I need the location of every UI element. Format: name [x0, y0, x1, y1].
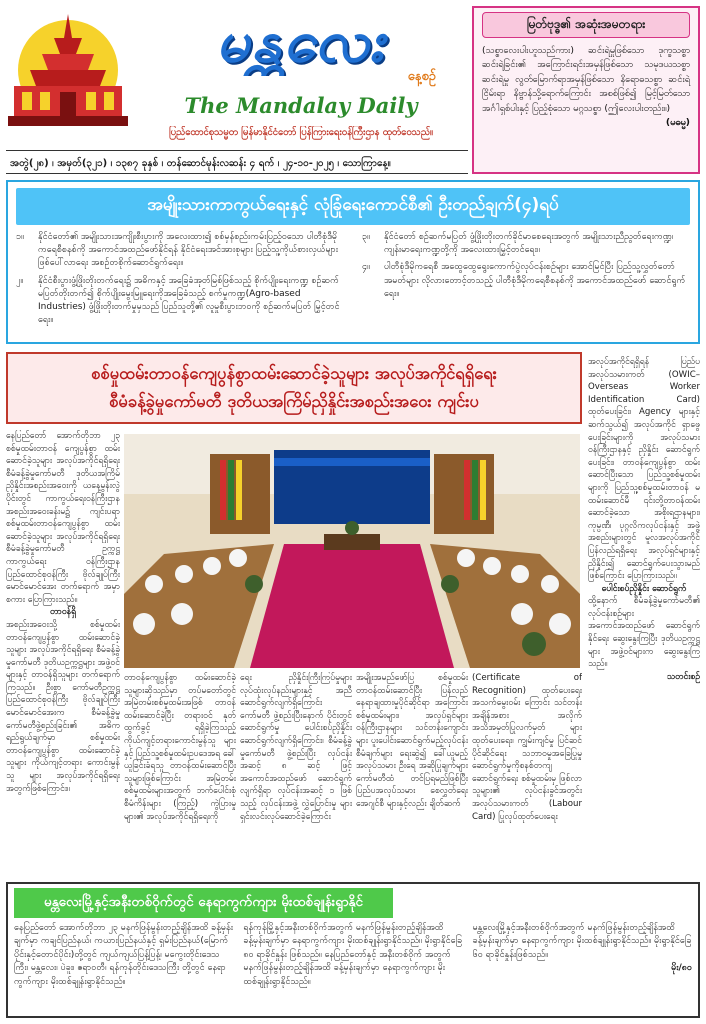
story-paragraph: ထို့နောက် စီမံခန့်ခွဲမှုကော်မတီ၏ လုပ်ငန်းစဉ်များ အကောင်အထည်ဖော် ဆောင်ရွက်နိုင်ရေး ဆွေးနွေးကြပြီး ဒုတိယဥက္ကဋ္ဌများ အဖွဲ့ဝင်များက ဆွေးနွေးကြသည်။	[588, 596, 700, 670]
meeting-photo	[124, 434, 580, 668]
story-byline: သတင်းစဉ်	[666, 671, 700, 682]
objective-item	[16, 275, 344, 328]
teachings-text: (သစ္စာလေးပါးဟူသည်ကား) ဆင်းရဲမှုဖြစ်သော ဒုက္ခသစ္စာ ဆင်းရဲခြင်း၏ အကြောင်းရင်းအမှန်ဖြစ်သော သမုဒယသစ္စာ ဆင်းရဲမှု လွတ်မြောက်ရာအမှန်ဖြစ်သော နိရောဓသစ္စာ ဆင်းရဲငြိမ်းရာ နိဗ္ဗာန်သို့ရောက်ကြောင်း အစစ်ဖြစ်၍ မြင့်မြတ်သော အင်္ဂါရှစ်ပါးနှင့် ပြည့်စုံသော မဂ္ဂသစ္စာ (ဤလေးပါးတည်း။)	[482, 45, 690, 114]
main-headline	[6, 352, 582, 424]
story-column-5	[472, 672, 582, 872]
weather-paragraph: မန္တလေးမြို့နှင့်အနီးတစ်ဝိုက်အတွက် မနက်ဖြန်မွန်းတည့်ချိန်အထိ ခန့်မှန်းချက်မှာ နေရာကွက်ကျား မိုးထစ်ချုန်းရွာနိုင်သည်။ မိုးရွာနိုင်ခြေ ၆၀ ရာခိုင်နှုန်းဖြစ်သည်။	[472, 923, 692, 960]
weather-box	[6, 882, 700, 1018]
objective-number: ၂။	[16, 275, 24, 286]
objective-text: ပါတီစုံဒီမိုကရေစီ အထွေထွေရွေးကောက်ပွဲလုပ်ငန်းစဉ်များ အောင်မြင်ပြီး ပြည်သူ့လွှတ်တော်အမတ်များ လိုလားတောင့်တသည့် ပါတီစုံဒီမိုကရေစီစနစ်ကို အကောင်အထည်ဖော် ဆောင်ရွက်ရေး။	[384, 262, 686, 299]
masthead-english-title: The Mandalay Daily	[184, 93, 418, 118]
weather-heading: မန္တလေးမြို့နှင့်အနီးတစ်ဝိုက်တွင် နေရာကွက်ကျား မိုးထစ်ချုန်းရွာနိုင်	[14, 888, 393, 918]
story-subheading: ပေါင်းစပ်ညှိနှိုင်း ဆောင်ရွက်	[601, 583, 687, 594]
headline-line-2: စီမံခန့်ခွဲမှုကော်မတီ ဒုတိယအကြိမ်ညှိနှိုင်းအစည်းအဝေး ကျင်းပ	[109, 392, 479, 411]
objective-number: ၁။	[16, 232, 24, 242]
objective-number: ၄။	[362, 262, 370, 273]
story-paragraph: အစည်းအဝေးသို့ စစ်မှုထမ်းတာဝန်ကျေပွန်စွာ ထမ်းဆောင်ခဲ့သူများ အလုပ်အကိုင်ရရှိရေး စီမံခန့်ခွဲမှုကော်မတီ ဒုတိယဥက္ကဋ္ဌများ အဖွဲ့ဝင်များနှင့် တာဝန်ရှိသူများ တက်ရောက်ကြသည်။ ဦးစွာ ကော်မတီဥက္ကဋ္ဌ ပြည်ထောင်စုဝန်ကြီး ဗိုလ်ချုပ်ကြီး မောင်မောင်အေးက စီမံခန့်ခွဲမှု ကော်မတီဖွဲ့စည်းခြင်း၏ အဓိကရည်ရွယ်ချက်မှာ စစ်မှုထမ်းတာဝန်ကျေပွန်စွာ ထမ်းဆောင်ခဲ့သူများ ကိုယ်ကျင့်တရား ကောင်းမွန်သူ များ အလုပ်အကိုင်ရရှိရေး အတွက်ဖြစ်ကြောင်း။	[6, 619, 120, 794]
weather-column-3	[473, 922, 692, 989]
objective-item	[362, 231, 690, 257]
weather-byline: မိုး/၈၀	[671, 963, 692, 974]
story-paragraph: အလုပ်အကိုင်ရရှိရန် ပြည်ပ အလုပ်သမားကတ် (OWIC–Overseas Worker Identification Card) ထုတ်ပေးခြင်း၊ Agency များနှင့် ဆက်သွယ်၍ အလုပ်အကိုင် ရှာဖွေပေးခြင်းများကို အလုပ်သမား ဝန်ကြီးဌာနနှင့် ညှိနှိုင်း ဆောင်ရွက်ပေးခြင်း၊ တာဝန်ကျေပွန်စွာ ထမ်းဆောင်ပြီးသော ပြည်သူ့စစ်မှုထမ်းများကို ပြည်သူ့စစ်မှုထမ်းတာဝန် မထမ်းဆောင်မီ ၎င်းတို့တာဝန်ထမ်းဆောင်ခဲ့သော အစိုးရဌာနများ၊ ကုမ္ပဏီ၊ ပုဂ္ဂလိကလုပ်ငန်းနှင့် အဖွဲ့အစည်းများတွင် မူလအလုပ်အကိုင် ပြန်လည်ရရှိရေး အလုပ်ရှင်များနှင့် ညှိနှိုင်း၍ ဆောင်ရွက်ပေးသွားမည်ဖြစ်ကြောင်း ပြောကြားသည်။	[588, 357, 700, 582]
story-paragraph: အမျိုးအမည်ဖော်ပြ စစ်မှုထမ်း တာဝန်ထမ်းဆောင်ပြီး ပြန်လည် နေရာချထားမှုပိုင်ဆိုင်ရာ အကြောင်း စစ်မှုထမ်းများ၊ အလုပ်ရှင်များ ဝန်ကြီးဌာနများ သင်တန်းကျောင်းများ ပူးပေါင်းဆောင်ရွက်မည့်လုပ်ငန်း စီမံချက်များ ရေးဆွဲ၍ ခေါ်ယူမည့် အလုပ်သမား ဦးရေ အဆိုပြုချက်များ ကော်မတီထံ တင်ပြရမည်ဖြစ်ပြီး ပြည်ပအလုပ်သမား စေလွှတ်ရေး အေဂျင်စီ များနှင့်လည်း ချိတ်ဆက်	[356, 673, 468, 809]
story-column-4	[356, 672, 468, 872]
objective-number: ၃။	[362, 232, 370, 242]
headline-line-1: စစ်မှုထမ်းတာဝန်ကျေပွန်စွာထမ်းဆောင်ခဲ့သူများ အလုပ်အကိုင်ရရှိရေး	[91, 364, 497, 383]
story-paragraph: ရေး ညှိနှိုင်းကြီးကြပ်မှုများ လုပ်ထုံးလုပ်နည်းများနှင့် အညီ ဆောင်ရွက်လျက်ရှိကြောင်း ကော်မတီ ဖွဲ့စည်းပြီးနောက် ပိုင်းတွင် ဆောင်ရွက်မှု ပေါင်းစပ်ညှိနှိုင်း ဆောင်ရွက်လျက်ရှိကြောင်း၊ စီမံခန့်ခွဲမှုကော်မတီ ဖွဲ့စည်းပြီး လုပ်ငန်းအဆင့် ၈ ဆင့် ဖြင့် အကောင်အထည်ဖော် ဆောင်ရွက်လျက်ရှိရာ လုပ်ငန်းအဆင့် ၁ ဖြစ်သည့် လုပ်ငန်းအဖွဲ့ လွှဲပြောင်းမှု များ ရှင်းလင်းလုပ်ဆောင်ခဲ့ကြောင်း	[240, 673, 352, 822]
story-column-2	[124, 672, 236, 872]
objective-text: နိုင်ငံစီးပွားဖွံ့ဖြိုးတိုးတက်ရေး၌ အဓိကနှင့် အခြေခံအုတ်မြစ်ဖြစ်သည့် စိုက်ပျိုးရေးကဏ္ဍ စဉ်ဆက်မပြတ်တိုးတက်၍ စိုက်ပျိုးမွေးမြူရေးကိုအခြေခံသည့် စက်မှုကဏ္ဍ(Agro-based Industries) ဖွံ့ဖြိုးတိုးတက်မှုမှသည် ပြည်သူတို့၏ လူမှုစီးပွားဘဝကို စဉ်ဆက်မပြတ် မြှင့်တင်ရေး။	[38, 275, 340, 326]
weather-column-2: ရန်ကုန်မြို့နှင့်အနီးတစ်ဝိုက်အတွက် မနက်ဖြန်မွန်းတည့်ချိန်အထိ ခန့်မှန်းချက်မှာ နေရာကွက်ကျား မိုးထစ်ချုန်းရွာနိုင်သည်။ မိုးရွာနိုင်ခြေ ၈၀ ရာခိုင်နှုန်း ဖြစ်သည်။ နေပြည်တော်နှင့် အနီးတစ်ဝိုက် အတွက် မနက်ဖြန်မွန်းတည့်ချိန်အထိ ခန့်မှန်းချက်မှာ နေရာကွက်ကျား မိုးထစ်ချုန်းရွာနိုင်သည်။	[243, 923, 463, 987]
objective-item	[16, 231, 344, 271]
weather-column-1: နေပြည်တော် အောက်တိုဘာ ၂၃ မနက်ဖြန်မွန်းတည့်ချိန်အထိ ခန့်မှန်းချက်မှာ ကချင်ပြည်နယ်၊ ကယားပြည်နယ်နှင့် ရှမ်းပြည်နယ်(မြောက်ပိုင်းနှင့်တောင်ပိုင်း)တို့တွင် ကျယ်ကျယ်ပြန့်ပြန့်၊ မကွေးတိုင်းဒေသကြီး၊ မန္တလေး၊ ပဲခူး၊ ဧရာဝတီ၊ ရန်ကုန်တိုင်းဒေသကြီး တို့တွင် နေရာကွက်ကျား မိုးထစ်ချုန်းရွာနိုင်သည်။	[14, 923, 233, 987]
dateline: အတွဲ(၂၈) ၊ အမှတ်(၃၂၁) ၊ ၁၃၈၇ ခုနှစ် ၊ တန်ဆောင်မုန်းလဆန်း ၄ ရက် ၊ ၂၄-၁၀-၂၀၂၅ ၊ သောကြာနေ့။	[6, 150, 468, 174]
defence-objectives-heading: အမျိုးသားကာကွယ်ရေးနှင့် လုံခြုံရေးကောင်စီ၏ ဦးတည်ချက်(၄)ရပ်	[16, 188, 690, 225]
newspaper-logo	[6, 8, 130, 144]
meeting-room-illustration	[124, 434, 580, 668]
teachings-source: (မဓမ္မ)	[665, 117, 690, 129]
defence-objectives-box	[6, 180, 700, 344]
objective-text: နိုင်ငံတော်၏ အမျိုးသားအကျိုးစီးပွားကို အလေးထား၍ စစ်မှန်စည်းကမ်းပြည့်ဝသော ပါတီစုံဒီမိုကရေစီစနစ်ကို အကောင်အထည်ဖော်နိုင်ရန် နိုင်ငံရေးအင်အားစုများ ပြည့်သူ့ကိုယ်စားလှယ်များဖြစ်ပေါ်လာရေး အစဉ်တစိုက်ဆောင်ရွက်ရေး။	[38, 232, 339, 269]
pagoda-emblem-icon	[6, 8, 130, 144]
objectives-column-right	[362, 231, 690, 331]
masthead-motto: ပြည်ထောင်စုသမ္မတ မြန်မာနိုင်ငံတော် ပြန်ကြားရေးဝန်ကြီးဌာန ထုတ်ဝေသည်။	[169, 127, 433, 138]
story-paragraph: နေပြည်တော် အောက်တိုဘာ ၂၃ စစ်မှုထမ်းတာဝန် ကျေပွန်စွာ ထမ်းဆောင်ခဲ့သူများ အလုပ်အကိုင်ရရှိရေး စီမံခန့်ခွဲမှုကော်မတီ ဒုတိယအကြိမ် ညှိနှိုင်းအစည်းအဝေးကို ယနေ့မွန်းလွဲပိုင်းတွင် ကာကွယ်ရေးဝန်ကြီးဌာန အစည်းအဝေးခန်းမ၌ ကျင်းပရာ စစ်မှုထမ်းတာဝန်ကျေပွန်စွာ ထမ်းဆောင်ခဲ့သူများ အလုပ်အကိုင်ရရှိရေး စီမံခန့်ခွဲမှုကော်မတီ ဥက္ကဋ္ဌ ကာကွယ်ရေး ဝန်ကြီးဌာန ပြည်ထောင်စုဝန်ကြီး ဗိုလ်ချုပ်ကြီး မောင်မောင်အေး တက်ရောက် အမှာစကား ပြောကြားသည်။	[6, 431, 120, 605]
objective-text: နိုင်ငံတော် စဉ်ဆက်မပြတ် ဖွံ့ဖြိုးတိုးတက်ခိုင်မာစေရေးအတွက် အမျိုးသားညီညွတ်ရေးကဏ္ဍ၊ ကျန်းမာရေးကဏ္ဍတို့ကို အလေးထားမြှင့်တင်ရေး။	[384, 232, 674, 256]
story-column-1	[6, 430, 120, 872]
objective-item	[362, 261, 690, 301]
story-subheading: တာဝန်ရှိ	[49, 607, 77, 618]
story-column-6	[588, 356, 700, 872]
teachings-title: မြတ်ဗုဒ္ဓ၏ အဆုံးအမတရား	[482, 12, 690, 38]
story-column-3	[240, 672, 352, 872]
objectives-column-left	[16, 231, 344, 331]
teachings-box	[472, 6, 700, 174]
masthead-suffix: နေ့စဉ်	[407, 69, 436, 84]
masthead	[140, 6, 462, 146]
masthead-title: မန္တလေး	[216, 7, 386, 75]
story-paragraph: တာဝန်ကျေပွန်စွာ ထမ်းဆောင်ခဲ့ သူများဆိုသည်မှာ တပ်မတော်တွင် အမြဲတမ်းစစ်မှုထမ်းအဖြစ် တာဝန်ထမ်းဆောင်ခဲ့ပြီး တရားဝင် နုတ်ထွက်ခွင့် ရရှိခဲ့ကြသည့် ကိုယ်ကျင့်တရားကောင်းမွန်သူ များနှင့် ပြည်သူ့စစ်မှုထမ်းဥပဒေအရ ခေါ်ယူခြင်းခံရသူ တာဝန်ထမ်းဆောင်ပြီး သူများဖြစ်ကြောင်း အမြဲတမ်းစစ်မှုထမ်းများအတွက် ဘက်ပေါင်းစုံ စီမံကိန်းများ (ကြည့်) ကွဲပြားမှု များ၏ အလုပ်အကိုင်ရရှိရေးကို	[124, 673, 236, 822]
story-paragraph: (Certificate of Recognition) ထုတ်ပေးရေး အသက်မွေးဝမ်း ကြောင်း သင်တန်းအချိန်အစား အလိုက် အသိအမှတ်ပြုလက်မှတ် များ ထုတ်ပေးရေး၊ ကျွမ်းကျင်မှု ပြင်ဆင်ပိုင်ဆိုင်ရေး သဘာဝမှုအခြေပြုမှု ဆောင်ရွက်မှုကိုစနစ်တကျ ဆောင်ရွက်ရေး စစ်မှုထမ်းမှ ဖြစ်လာသူများ၏ လုပ်ငန်းခွင်အတွင်း အလုပ်သမားကတ် (Labour Card) ပြုလုပ်ထုတ်ပေးရေး	[472, 673, 582, 822]
